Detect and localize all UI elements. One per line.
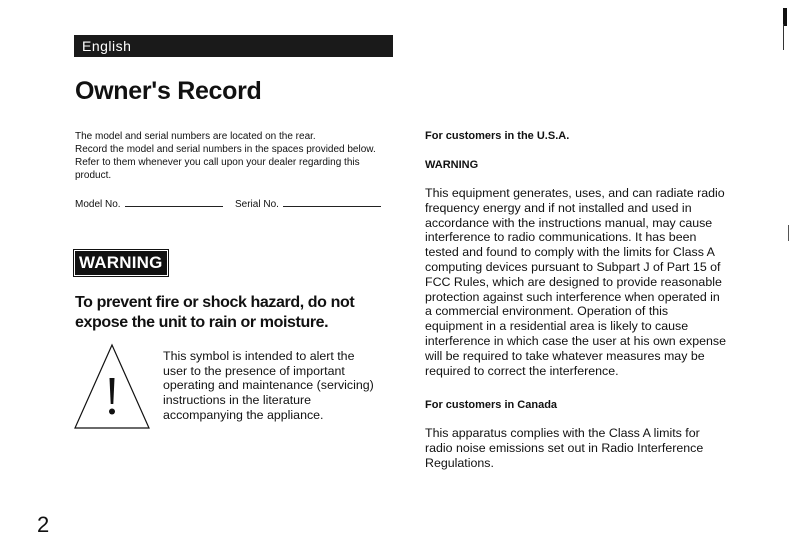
text-line: user to the presence of important <box>163 363 345 378</box>
text-line: accordance with the instructions manual, may cause <box>425 215 713 230</box>
text-line: instructions in the literature <box>163 393 312 408</box>
text-line: interference in which case the user at his own expense <box>425 333 726 348</box>
text-line: frequency energy and if not installed and used in <box>425 200 692 215</box>
text-line: product. <box>75 170 112 181</box>
text-line: accompanying the appliance. <box>163 407 324 422</box>
text-line: Record the model and serial numbers in the spaces provided below. <box>75 144 376 155</box>
text-line: tested and found to comply with the limits for Class A <box>425 245 715 260</box>
text-line: Refer to them whenever you call upon your dealer regarding this <box>75 157 360 168</box>
page-title: Owner's Record <box>75 77 262 105</box>
text-line: a commercial environment. Operation of this <box>425 304 669 319</box>
serial-number-label: Serial No. <box>235 199 279 210</box>
warning-badge: WARNING <box>75 251 167 275</box>
model-number-label: Model No. <box>75 199 121 210</box>
text-line: The model and serial numbers are located on the rear. <box>75 131 316 142</box>
exclamation-triangle-icon <box>73 342 151 432</box>
canada-heading: For customers in Canada <box>425 399 558 411</box>
text-line: computing devices pursuant to Subpart J of Part 15 of <box>425 259 721 274</box>
edge-rule <box>783 24 784 50</box>
text-line: operating and maintenance (servicing) <box>163 378 374 393</box>
text-line: Regulations. <box>425 455 494 470</box>
text-line: equipment in a residential area is likely to cause <box>425 319 689 334</box>
symbol-explanation <box>163 349 413 423</box>
usa-warning-label: WARNING <box>425 159 479 171</box>
warning-heading <box>75 293 375 333</box>
text-line: This apparatus complies with the Class A limits for <box>425 426 700 440</box>
text-line: required to correct the interference. <box>425 363 619 378</box>
serial-number-field[interactable] <box>235 197 381 211</box>
edge-rule <box>788 225 789 241</box>
text-line: radio noise emissions set out in Radio Interference <box>425 440 704 455</box>
text-line: This symbol is intended to alert the <box>163 349 355 363</box>
text-line: protection against such interference when operated in <box>425 289 720 304</box>
usa-heading: For customers in the U.S.A. <box>425 130 570 142</box>
text-line: FCC Rules, which are designed to provide reasonable <box>425 274 722 289</box>
serial-number-blank[interactable] <box>283 197 381 207</box>
text-line: To prevent fire or shock hazard, do not <box>75 294 355 311</box>
model-number-field[interactable] <box>75 197 223 211</box>
usa-fcc-notice <box>425 186 755 378</box>
text-line: expose the unit to rain or moisture. <box>75 314 329 331</box>
record-instructions <box>75 130 405 182</box>
text-line: This equipment generates, uses, and can radiate radio <box>425 186 725 200</box>
text-line: interference to radio communications. It has been <box>425 230 697 245</box>
text-line: will be required to take whatever measures may be <box>425 348 705 363</box>
page-number: 2 <box>37 512 50 537</box>
language-tab: English <box>74 35 393 57</box>
canada-notice <box>425 426 755 470</box>
warning-triangle-icon <box>73 342 151 432</box>
model-number-blank[interactable] <box>125 197 223 207</box>
